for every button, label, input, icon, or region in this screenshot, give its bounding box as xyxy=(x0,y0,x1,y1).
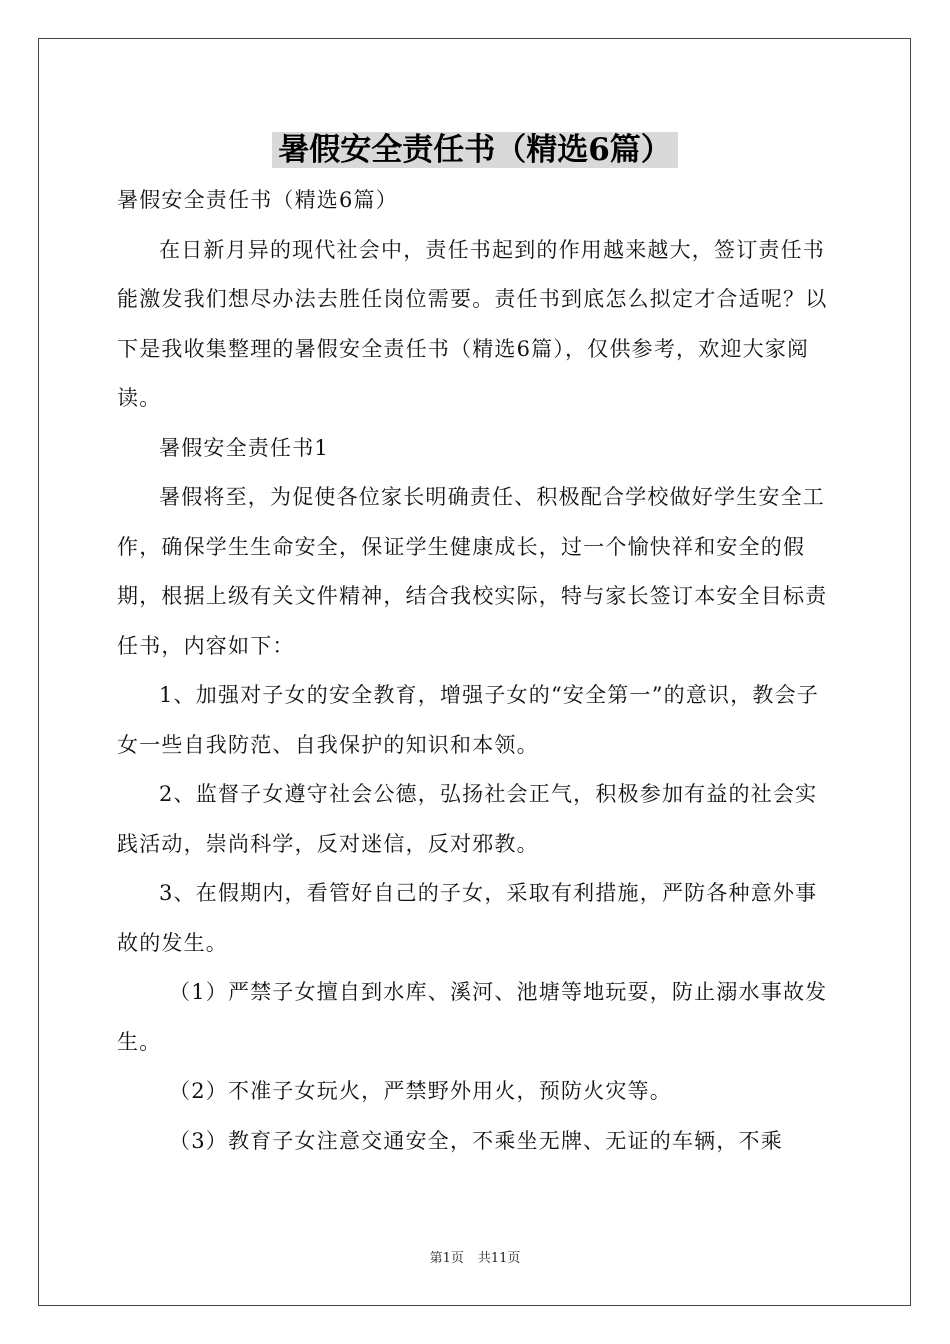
document-title-text: 暑假安全责任书（精选6篇） xyxy=(272,132,678,168)
page-number: 第1页 xyxy=(429,1251,464,1266)
subtitle-paragraph: 暑假安全责任书（精选6篇） xyxy=(117,188,398,212)
list-item-1: 1、加强对子女的安全教育，增强子女的“安全第一”的意识，教会子女一些自我防范、自我保护的知识和本领。 xyxy=(117,683,820,757)
page-footer xyxy=(0,1247,950,1266)
list-item-2: 2、监督子女遵守社会公德，弘扬社会正气，积极参加有益的社会实践活动，崇尚科学，反对迷信，反对邪教。 xyxy=(117,782,818,856)
page-total: 共11页 xyxy=(477,1251,521,1266)
section-heading: 暑假安全责任书1 xyxy=(159,435,329,460)
document-body xyxy=(117,176,837,1166)
intro-paragraph: 在日新月异的现代社会中，责任书起到的作用越来越大，签订责任书能激发我们想尽办法去胜任岗位需要。责任书到底怎么拟定才合适呢？以下是我收集整理的暑假安全责任书（精选6篇），仅供参考，欢迎大家阅读。 xyxy=(117,237,828,410)
sub-item-1: （1）严禁子女擅自到水库、溪河、池塘等地玩耍，防止溺水事故发生。 xyxy=(117,980,828,1054)
sub-item-2: （2）不准子女玩火，严禁野外用火，预防火灾等。 xyxy=(169,1079,672,1103)
list-item-3: 3、在假期内，看管好自己的子女，采取有利措施，严防各种意外事故的发生。 xyxy=(117,881,818,955)
body-paragraph: 暑假将至，为促使各位家长明确责任、积极配合学校做好学生安全工作，确保学生生命安全，保证学生健康成长，过一个愉快祥和安全的假期，根据上级有关文件精神，结合我校实际，特与家长签订本安全目标责任书，内容如下： xyxy=(117,485,828,658)
sub-item-3: （3）教育子女注意交通安全，不乘坐无牌、无证的车辆，不乘 xyxy=(169,1128,783,1153)
document-title xyxy=(0,125,950,175)
